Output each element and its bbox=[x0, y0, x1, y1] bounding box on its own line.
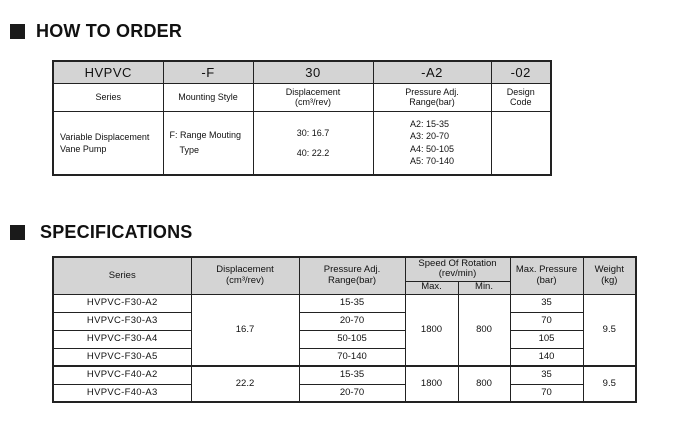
speed-min-cell: 800 bbox=[458, 294, 510, 366]
desc-displacement: 30: 16.7 40: 22.2 bbox=[253, 111, 373, 175]
square-bullet-icon bbox=[10, 24, 25, 39]
square-bullet-icon bbox=[10, 225, 25, 240]
table-row bbox=[53, 384, 636, 402]
label-displacement: Displacement (cm³/rev) bbox=[253, 83, 373, 111]
label-mounting: Mounting Style bbox=[163, 83, 253, 111]
series-cell: HVPVC-F40-A3 bbox=[53, 384, 191, 402]
spec-header-row bbox=[53, 257, 636, 281]
hdr-pressure: Pressure Adj. Range(bar) bbox=[299, 257, 405, 294]
range-cell: 15-35 bbox=[299, 366, 405, 384]
max-pressure-cell: 35 bbox=[510, 294, 583, 312]
specifications-table bbox=[52, 256, 637, 403]
hdr-speed: Speed Of Rotation (rev/min) bbox=[405, 257, 510, 281]
hdr-speed-min: Min. bbox=[458, 281, 510, 294]
range-cell: 20-70 bbox=[299, 384, 405, 402]
specifications-heading bbox=[10, 222, 192, 243]
series-cell: HVPVC-F40-A2 bbox=[53, 366, 191, 384]
code-displacement: 30 bbox=[253, 61, 373, 83]
desc-design bbox=[491, 111, 551, 175]
desc-series: Variable Displacement Vane Pump bbox=[53, 111, 163, 175]
desc-mounting: F: Range Mouting Type bbox=[163, 111, 253, 175]
max-pressure-cell: 70 bbox=[510, 384, 583, 402]
hdr-displacement: Displacement (cm³/rev) bbox=[191, 257, 299, 294]
range-cell: 70-140 bbox=[299, 348, 405, 366]
table-row bbox=[53, 294, 636, 312]
hdr-series: Series bbox=[53, 257, 191, 294]
speed-min-cell: 800 bbox=[458, 366, 510, 402]
displacement-cell: 22.2 bbox=[191, 366, 299, 402]
hdr-max-pressure: Max. Pressure (bar) bbox=[510, 257, 583, 294]
speed-max-cell: 1800 bbox=[405, 294, 458, 366]
order-code-row bbox=[53, 61, 551, 83]
heading-text: HOW TO ORDER bbox=[36, 21, 183, 41]
weight-cell: 9.5 bbox=[583, 294, 636, 366]
heading-text: SPECIFICATIONS bbox=[40, 222, 193, 242]
max-pressure-cell: 70 bbox=[510, 312, 583, 330]
code-series: HVPVC bbox=[53, 61, 163, 83]
label-design: Design Code bbox=[491, 83, 551, 111]
series-cell: HVPVC-F30-A3 bbox=[53, 312, 191, 330]
table-row bbox=[53, 312, 636, 330]
weight-cell: 9.5 bbox=[583, 366, 636, 402]
how-to-order-heading bbox=[10, 21, 182, 42]
label-series: Series bbox=[53, 83, 163, 111]
series-cell: HVPVC-F30-A2 bbox=[53, 294, 191, 312]
order-description-row bbox=[53, 111, 551, 175]
max-pressure-cell: 35 bbox=[510, 366, 583, 384]
code-pressure: -A2 bbox=[373, 61, 491, 83]
range-cell: 15-35 bbox=[299, 294, 405, 312]
range-cell: 50-105 bbox=[299, 330, 405, 348]
code-mounting: -F bbox=[163, 61, 253, 83]
hdr-weight: Weight (kg) bbox=[583, 257, 636, 294]
order-label-row bbox=[53, 83, 551, 111]
max-pressure-cell: 105 bbox=[510, 330, 583, 348]
label-pressure: Pressure Adj. Range(bar) bbox=[373, 83, 491, 111]
table-row bbox=[53, 348, 636, 366]
desc-pressure: A2: 15-35 A3: 20-70 A4: 50-105 A5: 70-140 bbox=[373, 111, 491, 175]
displacement-cell: 16.7 bbox=[191, 294, 299, 366]
series-cell: HVPVC-F30-A4 bbox=[53, 330, 191, 348]
table-row bbox=[53, 330, 636, 348]
table-row bbox=[53, 366, 636, 384]
series-cell: HVPVC-F30-A5 bbox=[53, 348, 191, 366]
speed-max-cell: 1800 bbox=[405, 366, 458, 402]
range-cell: 20-70 bbox=[299, 312, 405, 330]
max-pressure-cell: 140 bbox=[510, 348, 583, 366]
hdr-speed-max: Max. bbox=[405, 281, 458, 294]
code-design: -02 bbox=[491, 61, 551, 83]
order-code-table bbox=[52, 60, 552, 176]
